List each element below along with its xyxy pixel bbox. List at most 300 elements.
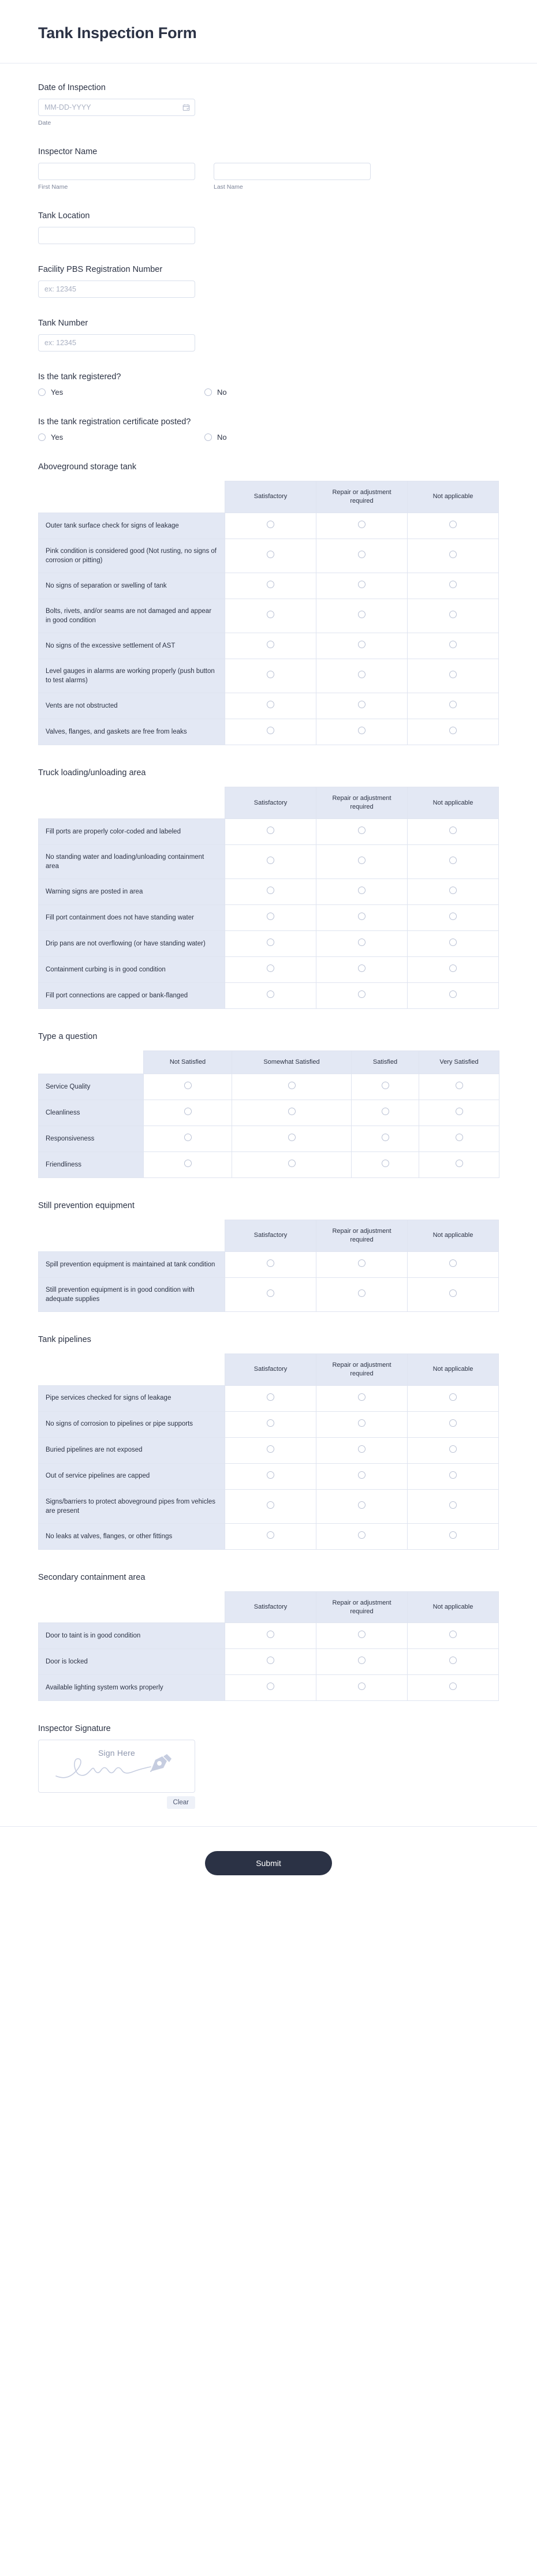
matrix-table: [38, 1354, 499, 1550]
matrix-radio-cell[interactable]: [144, 1074, 232, 1100]
table-row: [39, 1675, 499, 1701]
matrix-radio-cell[interactable]: [316, 513, 408, 539]
radio-circle-icon: [358, 1445, 366, 1453]
last-name-col: [214, 163, 371, 190]
table-row: [39, 844, 499, 878]
radio-circle-icon: [267, 1471, 274, 1479]
matrix-radio-cell[interactable]: [408, 693, 499, 719]
matrix-radio-cell[interactable]: [352, 1074, 419, 1100]
matrix-row-label: No signs of the excessive settlement of AST: [39, 633, 225, 659]
matrix-column-header: Not applicable: [408, 1220, 499, 1251]
matrix-radio-cell[interactable]: [225, 539, 316, 573]
radio-circle-icon: [358, 551, 366, 558]
matrix-radio-cell[interactable]: [232, 1126, 352, 1151]
matrix-radio-cell[interactable]: [408, 1623, 499, 1649]
radio-circle-icon: [184, 1160, 192, 1167]
matrix-radio-cell[interactable]: [352, 1100, 419, 1126]
matrix-radio-cell[interactable]: [408, 1675, 499, 1701]
matrix-radio-cell[interactable]: [225, 573, 316, 599]
radio-option-label: Yes: [51, 388, 64, 397]
matrix-title: Still prevention equipment: [38, 1201, 135, 1210]
table-row: [39, 1251, 499, 1277]
radio-circle-icon: [358, 1683, 366, 1690]
radio-circle-icon: [358, 939, 366, 946]
matrix-row-label: Responsiveness: [39, 1126, 144, 1151]
matrix-radio-cell[interactable]: [225, 693, 316, 719]
radio-circle-icon: [184, 1134, 192, 1141]
matrix-column-header: Not Satisfied: [144, 1051, 232, 1074]
matrix-row-label: Fill ports are properly color-coded and labeled: [39, 818, 225, 844]
matrix-radio-cell[interactable]: [316, 879, 408, 905]
matrix-row-label: Drip pans are not overflowing (or have standing water): [39, 931, 225, 957]
matrix-radio-cell[interactable]: [419, 1074, 499, 1100]
radio-circle-icon: [358, 913, 366, 920]
matrix-radio-cell[interactable]: [316, 983, 408, 1009]
matrix-radio-cell[interactable]: [225, 1675, 316, 1701]
matrix-radio-cell[interactable]: [408, 983, 499, 1009]
field-tank-registered: [38, 372, 499, 397]
field-label-date: Date of Inspection: [38, 83, 106, 92]
radio-circle-icon: [449, 581, 457, 588]
matrix-radio-cell[interactable]: [225, 1649, 316, 1675]
matrix-row-label: Available lighting system works properly: [39, 1675, 225, 1701]
table-row: [39, 513, 499, 539]
radio-circle-icon: [449, 1657, 457, 1664]
matrix-radio-cell[interactable]: [225, 1411, 316, 1437]
matrix-radio-cell[interactable]: [225, 1277, 316, 1311]
radio-circle-icon: [358, 1419, 366, 1427]
matrix-radio-cell[interactable]: [316, 573, 408, 599]
radio-circle-icon: [267, 581, 274, 588]
radio-circle-icon: [267, 887, 274, 894]
matrix-radio-cell[interactable]: [419, 1100, 499, 1126]
radio-circle-icon: [449, 1631, 457, 1638]
matrix-row-label: Still prevention equipment is in good condition with adequate supplies: [39, 1277, 225, 1311]
radio-circle-icon: [267, 990, 274, 998]
radio-circle-icon: [267, 1289, 274, 1297]
matrix-radio-cell[interactable]: [225, 1523, 316, 1549]
radio-circle-icon: [449, 939, 457, 946]
matrix-row-label: Fill port containment does not have standing water: [39, 905, 225, 931]
matrix-radio-cell[interactable]: [408, 1385, 499, 1411]
radio-circle-icon: [358, 1501, 366, 1509]
radio-circle-icon: [267, 551, 274, 558]
matrix-radio-cell[interactable]: [408, 1437, 499, 1463]
matrix-row-label: Fill port connections are capped or bank-flanged: [39, 983, 225, 1009]
radio-circle-icon: [267, 671, 274, 678]
matrix-row-label: Door to taint is in good condition: [39, 1623, 225, 1649]
question-label-tank-registered: Is the tank registered?: [38, 372, 121, 382]
matrix-column-header: Satisfied: [352, 1051, 419, 1074]
matrix-radio-cell[interactable]: [316, 931, 408, 957]
matrix-radio-cell[interactable]: [225, 1489, 316, 1523]
submit-button[interactable]: Submit: [205, 1851, 332, 1875]
table-row: [39, 539, 499, 573]
matrix-radio-cell[interactable]: [225, 513, 316, 539]
radio-option-tank-registered-yes[interactable]: [38, 388, 204, 397]
matrix-radio-cell[interactable]: [316, 818, 408, 844]
date-sub-label: Date: [38, 119, 51, 126]
matrix-column-header: Repair or adjustment required: [316, 1591, 408, 1623]
matrix-radio-cell[interactable]: [225, 931, 316, 957]
radio-circle-icon: [267, 611, 274, 618]
radio-circle-icon: [288, 1108, 296, 1115]
matrix-row-label: Pink condition is considered good (Not rusting, no signs of corrosion or pitting): [39, 539, 225, 573]
matrix-radio-cell[interactable]: [225, 599, 316, 633]
matrix-radio-cell[interactable]: [225, 905, 316, 931]
matrix-row-label: Buried pipelines are not exposed: [39, 1437, 225, 1463]
radio-circle-icon: [358, 827, 366, 834]
matrix-radio-cell[interactable]: [225, 659, 316, 693]
radio-circle-icon: [358, 1471, 366, 1479]
field-certificate-posted: [38, 417, 499, 442]
matrix-column-header: Not applicable: [408, 787, 499, 819]
matrix-row-label: Out of service pipelines are capped: [39, 1463, 225, 1489]
tank-number-input[interactable]: [38, 334, 195, 352]
matrix-column-header: Repair or adjustment required: [316, 481, 408, 513]
field-tank-location: [38, 211, 499, 244]
radio-circle-icon: [456, 1134, 463, 1141]
matrix-radio-cell[interactable]: [225, 844, 316, 878]
field-label-facility-pbs: Facility PBS Registration Number: [38, 265, 163, 274]
matrix-radio-cell[interactable]: [316, 539, 408, 573]
radio-group-certificate-posted: [38, 433, 499, 442]
matrix-radio-cell[interactable]: [408, 573, 499, 599]
table-row: [39, 879, 499, 905]
radio-circle-icon: [449, 1289, 457, 1297]
matrix-radio-cell[interactable]: [225, 983, 316, 1009]
matrix-radio-cell[interactable]: [232, 1100, 352, 1126]
matrix-radio-cell[interactable]: [316, 599, 408, 633]
matrix-radio-cell[interactable]: [419, 1151, 499, 1177]
field-inspector-signature: [38, 1724, 499, 1809]
radio-circle-icon: [358, 581, 366, 588]
matrix-title: Aboveground storage tank: [38, 462, 137, 472]
radio-circle-icon: [449, 990, 457, 998]
matrix-table: [38, 1050, 499, 1178]
matrix-radio-cell[interactable]: [144, 1151, 232, 1177]
first-name-sub-label: First Name: [38, 184, 68, 190]
radio-circle-icon: [358, 964, 366, 972]
matrix-row-label: No leaks at valves, flanges, or other fittings: [39, 1523, 225, 1549]
radio-circle-icon: [449, 611, 457, 618]
radio-circle-icon: [449, 857, 457, 864]
table-row: [39, 659, 499, 693]
radio-circle-icon: [449, 551, 457, 558]
signature-squiggle-icon: [54, 1754, 181, 1784]
matrix-radio-cell[interactable]: [408, 844, 499, 878]
matrix-section: [38, 1335, 499, 1550]
radio-circle-icon: [382, 1082, 389, 1089]
table-row: [39, 983, 499, 1009]
first-name-col: [38, 163, 195, 190]
radio-circle-icon: [449, 913, 457, 920]
radio-circle-icon: [358, 1657, 366, 1664]
matrix-radio-cell[interactable]: [408, 818, 499, 844]
table-row: [39, 1411, 499, 1437]
matrix-column-header: Repair or adjustment required: [316, 1220, 408, 1251]
matrix-radio-cell[interactable]: [316, 1437, 408, 1463]
matrix-row-label: Vents are not obstructed: [39, 693, 225, 719]
facility-pbs-input[interactable]: [38, 281, 195, 298]
matrix-radio-cell[interactable]: [419, 1126, 499, 1151]
radio-circle-icon: [456, 1082, 463, 1089]
matrix-radio-cell[interactable]: [316, 1523, 408, 1549]
matrix-radio-cell[interactable]: [408, 1251, 499, 1277]
matrix-radio-cell[interactable]: [316, 1385, 408, 1411]
matrix-radio-cell[interactable]: [408, 957, 499, 983]
matrix-column-header: Repair or adjustment required: [316, 1354, 408, 1385]
first-name-input[interactable]: [38, 163, 195, 180]
matrix-radio-cell[interactable]: [316, 693, 408, 719]
matrix-row-label: Valves, flanges, and gaskets are free from leaks: [39, 719, 225, 745]
radio-circle-icon: [382, 1134, 389, 1141]
radio-circle-icon: [267, 1657, 274, 1664]
matrix-radio-cell[interactable]: [316, 1675, 408, 1701]
matrix-radio-cell[interactable]: [316, 1489, 408, 1523]
matrix-column-header: Somewhat Satisfied: [232, 1051, 352, 1074]
matrix-corner-cell: [39, 1051, 144, 1074]
matrix-row-label: No signs of corrosion to pipelines or pipe supports: [39, 1411, 225, 1437]
matrix-radio-cell[interactable]: [316, 1411, 408, 1437]
radio-circle-icon: [184, 1082, 192, 1089]
matrix-corner-cell: [39, 1354, 225, 1385]
matrix-radio-cell[interactable]: [316, 1623, 408, 1649]
matrix-row-label: Warning signs are posted in area: [39, 879, 225, 905]
table-row: [39, 1437, 499, 1463]
matrix-radio-cell[interactable]: [316, 844, 408, 878]
matrix-column-header: Not applicable: [408, 1354, 499, 1385]
matrix-radio-cell[interactable]: [225, 719, 316, 745]
matrix-radio-cell[interactable]: [225, 818, 316, 844]
matrix-row-label: Bolts, rivets, and/or seams are not damaged and appear in good condition: [39, 599, 225, 633]
date-input[interactable]: [38, 99, 195, 116]
matrix-table: [38, 787, 499, 1009]
matrix-radio-cell[interactable]: [316, 633, 408, 659]
radio-circle-icon: [382, 1108, 389, 1115]
matrix-row-label: Service Quality: [39, 1074, 144, 1100]
table-row: [39, 1463, 499, 1489]
matrix-radio-cell[interactable]: [352, 1126, 419, 1151]
radio-circle-icon: [267, 1445, 274, 1453]
matrix-column-header: Repair or adjustment required: [316, 787, 408, 819]
matrix-radio-cell[interactable]: [408, 879, 499, 905]
table-row: [39, 1623, 499, 1649]
tank-location-input[interactable]: [38, 227, 195, 244]
matrix-row-label: Outer tank surface check for signs of leakage: [39, 513, 225, 539]
matrix-radio-cell[interactable]: [408, 1463, 499, 1489]
matrix-row-label: Level gauges in alarms are working properly (push button to test alarms): [39, 659, 225, 693]
radio-circle-icon: [456, 1108, 463, 1115]
matrix-section: [38, 1032, 499, 1178]
matrix-radio-cell[interactable]: [352, 1151, 419, 1177]
matrix-title: Tank pipelines: [38, 1334, 91, 1344]
table-row: [39, 1649, 499, 1675]
matrix-radio-cell[interactable]: [408, 1277, 499, 1311]
radio-circle-icon: [204, 388, 212, 396]
radio-circle-icon: [267, 1631, 274, 1638]
clear-row: [38, 1796, 195, 1809]
matrix-radio-cell[interactable]: [316, 1277, 408, 1311]
matrix-section: [38, 1201, 499, 1312]
matrix-radio-cell[interactable]: [225, 1385, 316, 1411]
field-label-tank-location: Tank Location: [38, 211, 90, 220]
field-date-of-inspection: [38, 83, 499, 126]
matrix-radio-cell[interactable]: [408, 1649, 499, 1675]
radio-circle-icon: [358, 521, 366, 528]
matrix-radio-cell[interactable]: [408, 1523, 499, 1549]
field-inspector-name: [38, 147, 499, 190]
table-row: [39, 1385, 499, 1411]
radio-circle-icon: [449, 1531, 457, 1539]
inspector-name-row: [38, 163, 499, 190]
matrix-section: [38, 462, 499, 745]
matrix-radio-cell[interactable]: [408, 599, 499, 633]
form-body: [0, 63, 537, 1809]
matrix-radio-cell[interactable]: [225, 1623, 316, 1649]
radio-circle-icon: [449, 827, 457, 834]
matrix-radio-cell[interactable]: [225, 1251, 316, 1277]
radio-circle-icon: [358, 990, 366, 998]
form-header: [0, 0, 537, 63]
matrix-table: [38, 1591, 499, 1702]
table-row: [39, 633, 499, 659]
matrix-section: [38, 1573, 499, 1702]
matrix-radio-cell[interactable]: [408, 659, 499, 693]
matrix-column-header: Not applicable: [408, 1591, 499, 1623]
matrix-column-header: Very Satisfied: [419, 1051, 499, 1074]
table-row: [39, 905, 499, 931]
matrix-radio-cell[interactable]: [225, 1437, 316, 1463]
matrix-radio-cell[interactable]: [316, 1463, 408, 1489]
radio-circle-icon: [358, 1393, 366, 1401]
radio-circle-icon: [267, 1419, 274, 1427]
radio-option-label: No: [217, 388, 227, 397]
matrix-corner-cell: [39, 1220, 225, 1251]
table-row: [39, 693, 499, 719]
matrix-column-header: Satisfactory: [225, 1220, 316, 1251]
matrix-section: [38, 768, 499, 1009]
matrix-radio-cell[interactable]: [144, 1126, 232, 1151]
radio-circle-icon: [358, 1531, 366, 1539]
matrix-radio-cell[interactable]: [408, 931, 499, 957]
matrix-row-label: Spill prevention equipment is maintained at tank condition: [39, 1251, 225, 1277]
matrix-title: Type a question: [38, 1032, 98, 1042]
field-tank-number: [38, 319, 499, 352]
radio-circle-icon: [449, 1683, 457, 1690]
matrix-row-label: Pipe services checked for signs of leakage: [39, 1385, 225, 1411]
radio-option-tank-registered-no[interactable]: [204, 388, 227, 397]
radio-circle-icon: [267, 1683, 274, 1690]
radio-circle-icon: [267, 964, 274, 972]
radio-circle-icon: [449, 671, 457, 678]
matrix-radio-cell[interactable]: [316, 957, 408, 983]
matrix-radio-cell[interactable]: [408, 633, 499, 659]
radio-circle-icon: [358, 1259, 366, 1267]
matrix-radio-cell[interactable]: [316, 905, 408, 931]
table-row: [39, 1074, 499, 1100]
matrix-radio-cell[interactable]: [225, 633, 316, 659]
radio-option-certificate-posted-no[interactable]: [204, 433, 227, 442]
radio-circle-icon: [267, 1501, 274, 1509]
table-row: [39, 1523, 499, 1549]
radio-circle-icon: [267, 727, 274, 734]
matrix-row-label: No signs of separation or swelling of tank: [39, 573, 225, 599]
radio-circle-icon: [358, 641, 366, 648]
radio-circle-icon: [449, 1259, 457, 1267]
table-row: [39, 818, 499, 844]
matrix-table: [38, 481, 499, 745]
matrix-radio-cell[interactable]: [316, 1251, 408, 1277]
page-title: Tank Inspection Form: [38, 24, 197, 42]
matrix-corner-cell: [39, 1591, 225, 1623]
radio-circle-icon: [267, 913, 274, 920]
radio-circle-icon: [358, 1631, 366, 1638]
matrix-radio-cell[interactable]: [316, 719, 408, 745]
matrix-radio-cell[interactable]: [225, 1463, 316, 1489]
matrix-row-label: Signs/barriers to protect aboveground pipes from vehicles are present: [39, 1489, 225, 1523]
radio-circle-icon: [382, 1160, 389, 1167]
matrix-radio-cell[interactable]: [408, 539, 499, 573]
signature-pad[interactable]: [38, 1740, 195, 1793]
matrix-radio-cell[interactable]: [316, 1649, 408, 1675]
matrix-radio-cell[interactable]: [408, 1411, 499, 1437]
matrix-row-label: Cleanliness: [39, 1100, 144, 1126]
matrix-row-label: No standing water and loading/unloading containment area: [39, 844, 225, 878]
radio-circle-icon: [267, 641, 274, 648]
matrix-row-label: Friendliness: [39, 1151, 144, 1177]
matrix-radio-cell[interactable]: [408, 1489, 499, 1523]
radio-circle-icon: [38, 433, 46, 441]
clear-signature-button[interactable]: Clear: [167, 1796, 195, 1809]
matrix-radio-cell[interactable]: [225, 879, 316, 905]
matrix-radio-cell[interactable]: [316, 659, 408, 693]
matrix-corner-cell: [39, 481, 225, 513]
radio-circle-icon: [358, 1289, 366, 1297]
matrix-radio-cell[interactable]: [408, 719, 499, 745]
radio-circle-icon: [267, 857, 274, 864]
matrix-radio-cell[interactable]: [408, 905, 499, 931]
matrix-corner-cell: [39, 787, 225, 819]
matrix-radio-cell[interactable]: [232, 1151, 352, 1177]
date-input-wrapper: [38, 99, 195, 116]
table-row: [39, 957, 499, 983]
matrix-radio-cell[interactable]: [225, 957, 316, 983]
matrix-radio-cell[interactable]: [232, 1074, 352, 1100]
radio-circle-icon: [288, 1134, 296, 1141]
matrix-table: [38, 1220, 499, 1312]
pen-nib-icon: [151, 1754, 171, 1771]
radio-option-certificate-posted-yes[interactable]: [38, 433, 204, 442]
last-name-input[interactable]: [214, 163, 371, 180]
radio-circle-icon: [449, 1471, 457, 1479]
radio-circle-icon: [449, 1393, 457, 1401]
radio-circle-icon: [449, 701, 457, 708]
radio-circle-icon: [358, 671, 366, 678]
radio-circle-icon: [288, 1082, 296, 1089]
radio-circle-icon: [267, 827, 274, 834]
matrix-radio-cell[interactable]: [144, 1100, 232, 1126]
radio-circle-icon: [267, 1531, 274, 1539]
question-label-certificate-posted: Is the tank registration certificate posted?: [38, 417, 191, 427]
matrix-column-header: Satisfactory: [225, 1354, 316, 1385]
table-row: [39, 1489, 499, 1523]
matrix-radio-cell[interactable]: [408, 513, 499, 539]
radio-circle-icon: [358, 887, 366, 894]
matrix-column-header: Not applicable: [408, 481, 499, 513]
radio-circle-icon: [288, 1160, 296, 1167]
field-label-inspector-name: Inspector Name: [38, 147, 98, 156]
